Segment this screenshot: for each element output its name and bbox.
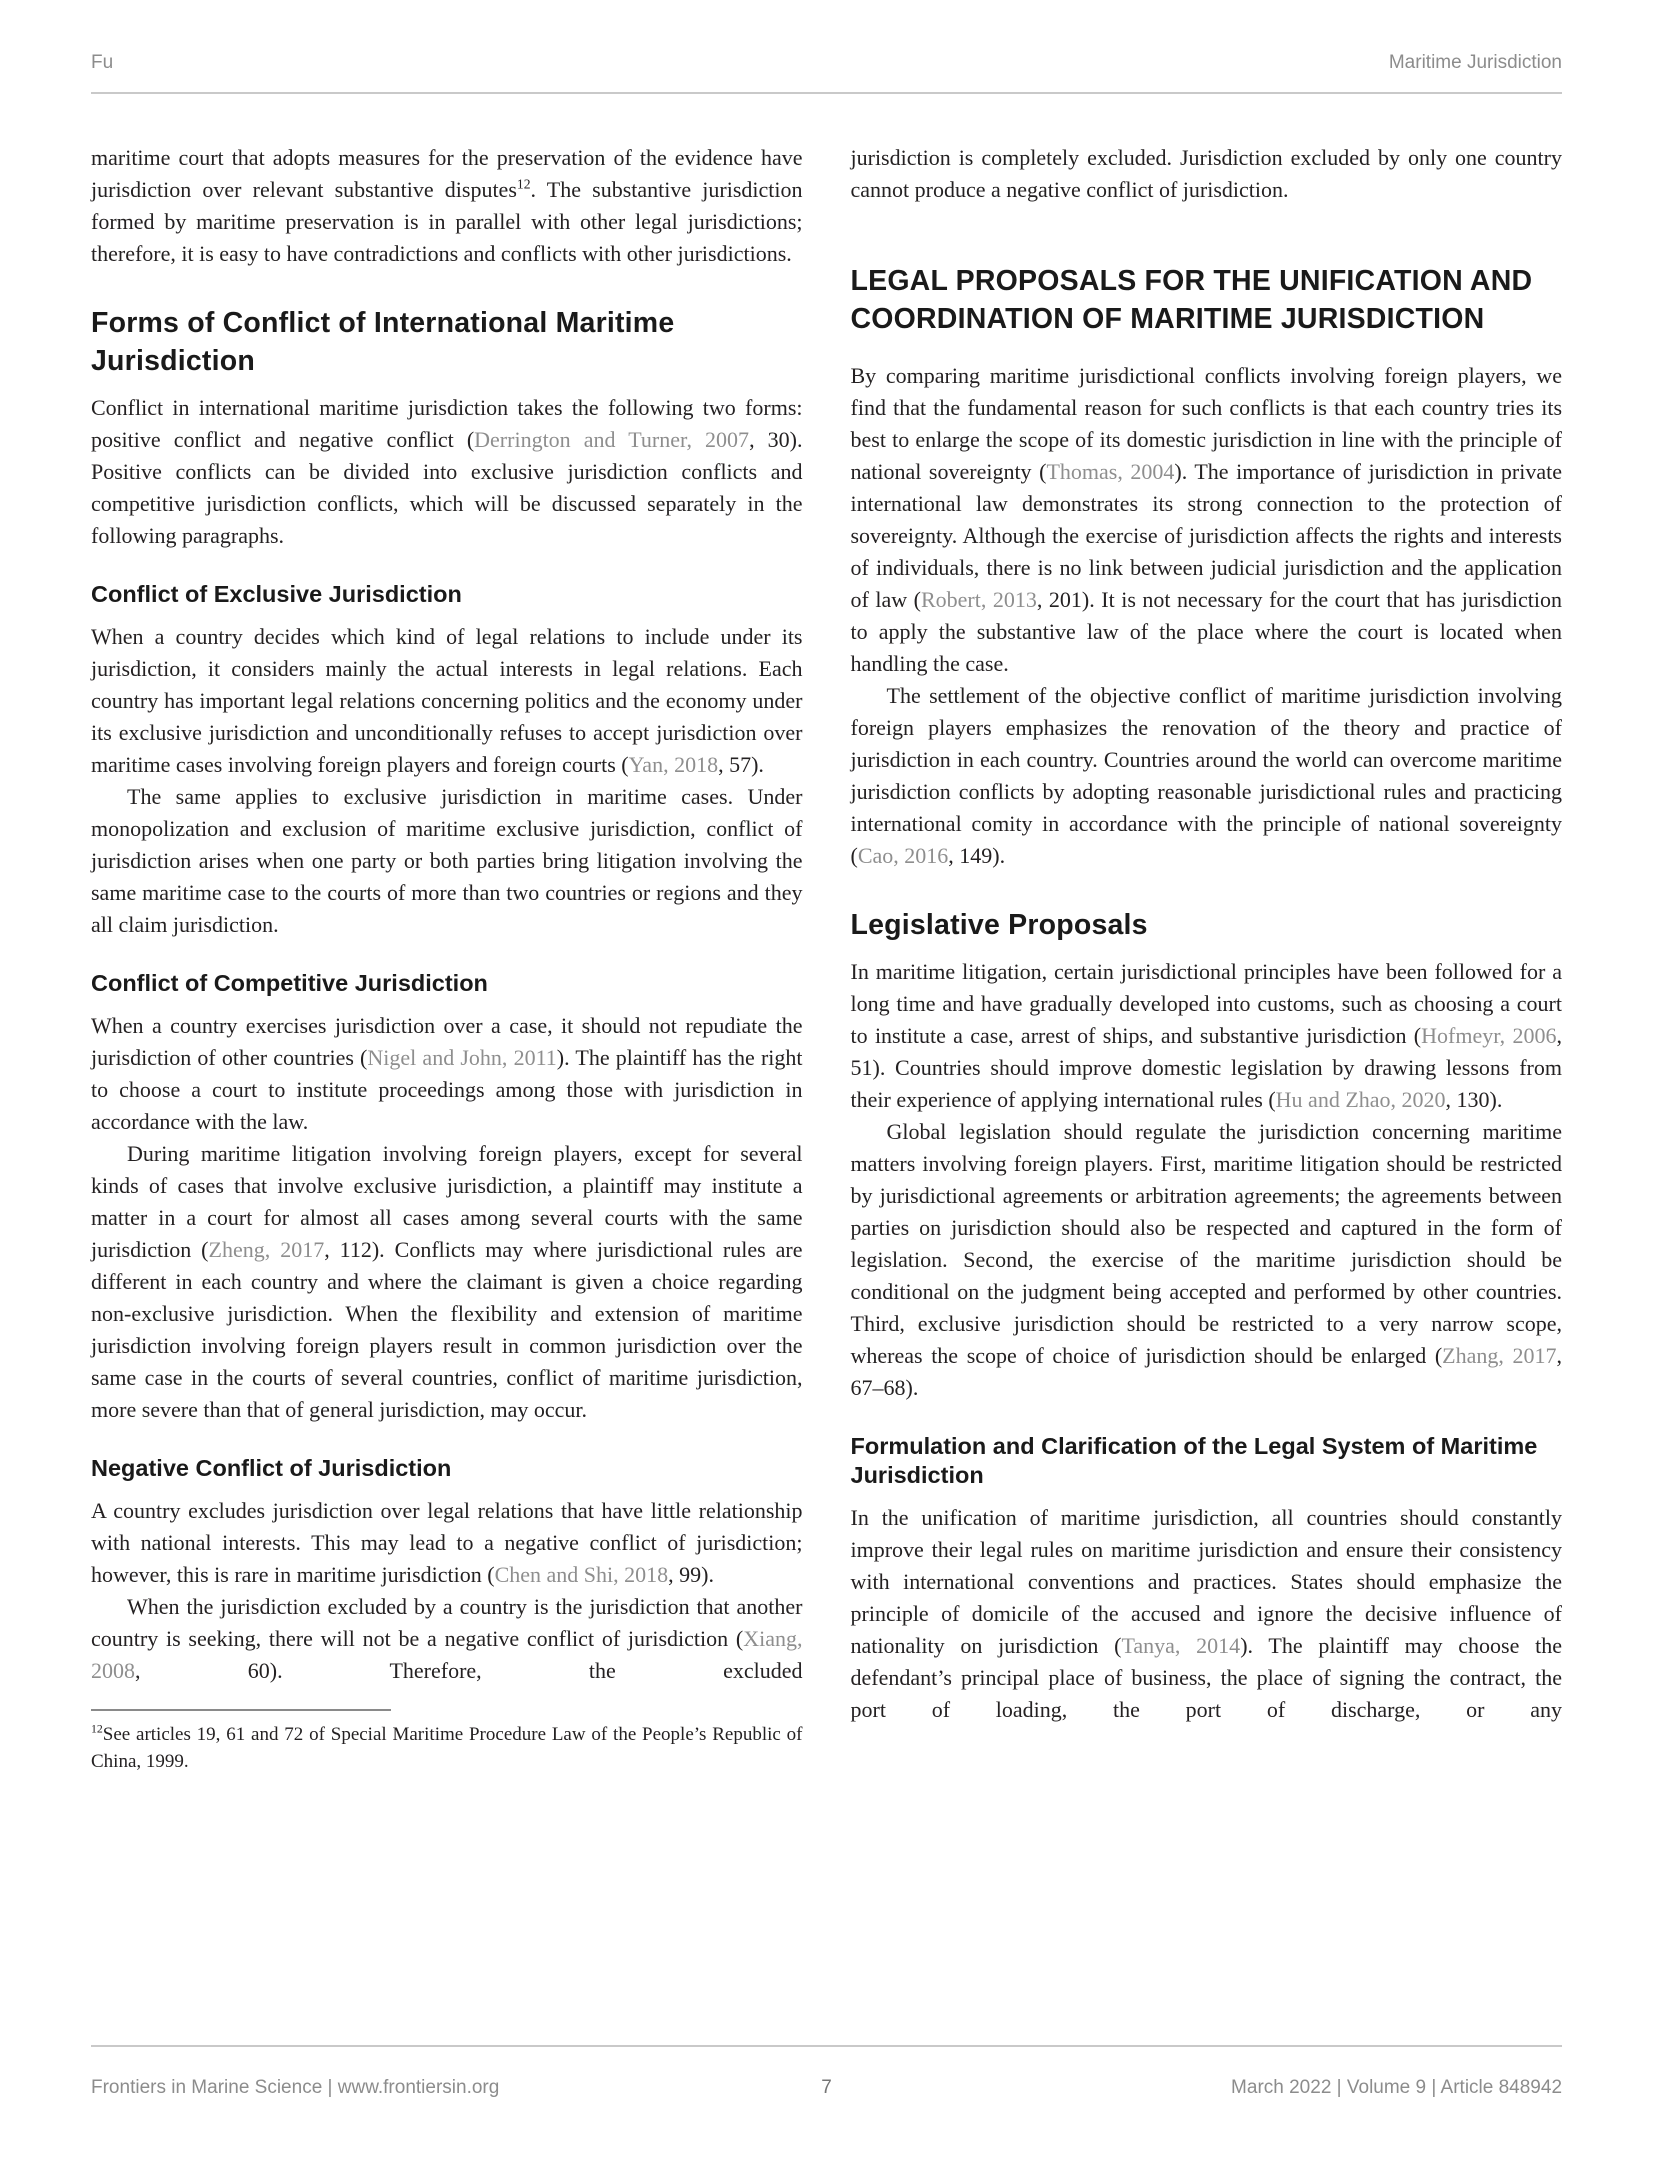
subsubsection-heading bbox=[91, 969, 803, 998]
citation-link[interactable]: Robert, 2013 bbox=[920, 587, 1037, 612]
footnote bbox=[91, 1709, 803, 1775]
text-run: , 60). Therefore, the excluded bbox=[135, 1658, 803, 1683]
paragraph bbox=[91, 142, 803, 270]
text-run: Conflict of Exclusive Jurisdiction bbox=[91, 581, 462, 607]
paragraph bbox=[851, 360, 1563, 680]
text-run: , 51). Countries should improve domestic legislation by drawing lessons from their experience of applying international rules ( bbox=[850, 1023, 1562, 1112]
text-run: ). The plaintiff may choose the defendant’s principal place of business, the place of signing the contract, the port of loading, the port of discharge, or any bbox=[850, 1633, 1563, 1722]
left-column bbox=[91, 142, 803, 1775]
text-run: Negative Conflict of Jurisdiction bbox=[91, 1455, 452, 1481]
citation-link[interactable]: Thomas, 2004 bbox=[1046, 459, 1175, 484]
text-run: Conflict of Competitive Jurisdiction bbox=[91, 970, 488, 996]
footer-journal: Frontiers in Marine Science | www.frontiersin.org bbox=[91, 2077, 500, 2098]
text-run: ). The importance of jurisdiction in private international law demonstrates its strong connection to the protection of sovereignty. Although the exercise of jurisdiction affects the rights and interests of individuals, there is no link between judicial jurisdiction and the application of law ( bbox=[850, 459, 1562, 612]
footnote-text bbox=[91, 1721, 803, 1775]
right-column bbox=[851, 142, 1563, 1775]
paragraph bbox=[91, 621, 803, 781]
citation-link[interactable]: Tanya, 2014 bbox=[1121, 1633, 1241, 1658]
paragraph bbox=[91, 1495, 803, 1591]
subsection-heading bbox=[91, 304, 803, 380]
text-run: In the unification of maritime jurisdiction, all countries should constantly improve their legal rules on maritime jurisdiction and ensure their consistency with international conventions and practices. States should emphasize the principle of domicile of the accused and ignore the decisive influence of nationality on jurisdiction ( bbox=[850, 1505, 1562, 1658]
paragraph bbox=[91, 1010, 803, 1138]
footnote-rule bbox=[91, 1709, 391, 1711]
text-run: ). The plaintiff has the right to choose a court to institute proceedings among those with jurisdiction in accordance with the law. bbox=[91, 1045, 803, 1134]
text-run: , 149). bbox=[948, 843, 1006, 868]
text-run: , 130). bbox=[1445, 1087, 1503, 1112]
text-run: The same applies to exclusive jurisdiction in maritime cases. Under monopolization and exclusion of maritime exclusive jurisdiction, conflict of jurisdiction arises when one party or both parties bring litigation involving the same maritime case to the courts of more than two countries or regions and they all claim jurisdiction. bbox=[91, 784, 803, 937]
citation-link[interactable]: Chen and Shi, 2018 bbox=[494, 1562, 669, 1587]
text-run: During maritime litigation involving foreign players, except for several kinds of cases that involve exclusive jurisdiction, a plaintiff may institute a matter in a court for almost all cases among several courts with the same jurisdiction ( bbox=[91, 1141, 803, 1262]
paragraph bbox=[851, 680, 1563, 872]
paragraph bbox=[91, 1591, 803, 1687]
subsection-heading bbox=[851, 906, 1563, 944]
text-run: , 57). bbox=[718, 752, 764, 777]
footer-page-number: 7 bbox=[821, 2077, 832, 2098]
subsubsection-heading bbox=[91, 580, 803, 609]
text-run: Forms of Conflict of International Maritime Jurisdiction bbox=[91, 307, 675, 377]
text-run: jurisdiction is completely excluded. Jurisdiction excluded by only one country cannot produce a negative conflict of jurisdiction. bbox=[850, 145, 1562, 202]
citation-link[interactable]: Yan, 2018 bbox=[628, 752, 719, 777]
page-footer bbox=[91, 2045, 1562, 2099]
text-run: , 99). bbox=[668, 1562, 714, 1587]
running-header-title: Maritime Jurisdiction bbox=[1388, 52, 1562, 73]
text-run: , 201). It is not necessary for the court that has jurisdiction to apply the substantive law of the place where the court is located when handling the case. bbox=[850, 587, 1562, 676]
text-run: When a country exercises jurisdiction over a case, it should not repudiate the jurisdiction of other countries ( bbox=[91, 1013, 803, 1070]
text-run: Formulation and Clarification of the Legal System of Maritime Jurisdiction bbox=[850, 1433, 1538, 1488]
paragraph bbox=[91, 392, 803, 552]
paragraph bbox=[851, 1116, 1563, 1404]
text-run: By comparing maritime jurisdictional conflicts involving foreign players, we find that the fundamental reason for such conflicts is that each country tries its best to enlarge the scope of its domestic jurisdiction in line with the principle of national sovereignty ( bbox=[850, 363, 1562, 484]
subsubsection-heading bbox=[91, 1454, 803, 1483]
citation-link[interactable]: Nigel and John, 2011 bbox=[367, 1045, 557, 1070]
citation-link[interactable]: Xiang, 2008 bbox=[91, 1626, 803, 1683]
text-run: When the jurisdiction excluded by a country is the jurisdiction that another country is seeking, there will not be a negative conflict of jurisdiction ( bbox=[91, 1594, 803, 1651]
paragraph bbox=[91, 1138, 803, 1426]
citation-link[interactable]: Hu and Zhao, 2020 bbox=[1275, 1087, 1446, 1112]
text-run: , 30). Positive conflicts can be divided into exclusive jurisdiction conflicts and competitive jurisdiction conflicts, which will be discussed separately in the following paragraphs. bbox=[91, 427, 803, 548]
subsubsection-heading bbox=[851, 1432, 1563, 1490]
text-run: When a country decides which kind of legal relations to include under its jurisdiction, it considers mainly the actual interests in legal relations. Each country has important legal relations concerning politics and the economy under its exclusive jurisdiction and unconditionally refuses to accept jurisdiction over maritime cases involving foreign players and foreign courts ( bbox=[91, 624, 803, 777]
running-header-author: Fu bbox=[91, 52, 114, 73]
text-run: . The substantive jurisdiction formed by maritime preservation is in parallel with other legal jurisdictions; therefore, it is easy to have contradictions and conflicts with other jurisdictions. bbox=[91, 177, 803, 266]
superscript: 12 bbox=[91, 1722, 103, 1736]
text-run: Legislative Proposals bbox=[850, 909, 1148, 941]
citation-link[interactable]: Zheng, 2017 bbox=[208, 1237, 325, 1262]
citation-link[interactable]: Cao, 2016 bbox=[857, 843, 949, 868]
text-run: Global legislation should regulate the jurisdiction concerning maritime matters involving foreign players. First, maritime litigation should be restricted by jurisdictional agreements or arbitration agreements; the agreements between parties on jurisdiction should also be respected and captured in the form of legislation. Second, the exercise of the maritime jurisdiction should be conditional on the judgment being accepted and performed by other countries. Third, exclusive jurisdiction should be restricted to a very narrow scope, whereas the scope of choice of jurisdiction should be enlarged ( bbox=[850, 1119, 1562, 1368]
paragraph bbox=[851, 1502, 1563, 1726]
paragraph bbox=[851, 142, 1563, 206]
text-run: Conflict in international maritime jurisdiction takes the following two forms: positive conflict and negative conflict ( bbox=[91, 395, 803, 452]
citation-link[interactable]: Zhang, 2017 bbox=[1442, 1343, 1557, 1368]
text-run: , 67–68). bbox=[850, 1343, 1562, 1400]
citation-link[interactable]: Derrington and Turner, 2007 bbox=[474, 427, 750, 452]
citation-link[interactable]: Hofmeyr, 2006 bbox=[1421, 1023, 1557, 1048]
text-run: The settlement of the objective conflict of maritime jurisdiction involving foreign players emphasizes the renovation of the theory and practice of jurisdiction in each country. Countries around the world can overcome maritime jurisdiction conflicts by adopting reasonable jurisdictional rules and practicing international comity in accordance with the principle of national sovereignty ( bbox=[850, 683, 1562, 868]
two-column-body bbox=[0, 142, 1653, 1775]
running-header bbox=[0, 0, 1653, 74]
text-run: In maritime litigation, certain jurisdictional principles have been followed for a long time and have gradually developed into customs, such as choosing a court to institute a case, arrest of ships, and substantive jurisdiction ( bbox=[850, 959, 1562, 1048]
text-run: See articles 19, 61 and 72 of Special Maritime Procedure Law of the People’s Republic of China, 1999. bbox=[91, 1724, 803, 1772]
text-run: , 112). Conflicts may where jurisdictional rules are different in each country and where the claimant is given a choice regarding non-exclusive jurisdiction. When the flexibility and extension of maritime jurisdiction involving foreign players result in common jurisdiction over the same case in the courts of several countries, conflict of maritime jurisdiction, more severe than that of general jurisdiction, may occur. bbox=[91, 1237, 803, 1422]
text-run: maritime court that adopts measures for the preservation of the evidence have jurisdiction over relevant substantive disputes bbox=[91, 145, 803, 202]
footer-issue-info: March 2022 | Volume 9 | Article 848942 bbox=[1231, 2077, 1563, 2098]
header-rule bbox=[91, 92, 1562, 94]
paragraph bbox=[91, 781, 803, 941]
paragraph bbox=[851, 956, 1563, 1116]
section-heading bbox=[851, 262, 1563, 338]
superscript: 12 bbox=[516, 176, 531, 192]
text-run: A country excludes jurisdiction over legal relations that have little relationship with national interests. This may lead to a negative conflict of jurisdiction; however, this is rare in maritime jurisdiction ( bbox=[91, 1498, 803, 1587]
text-run: LEGAL PROPOSALS FOR THE UNIFICATION AND COORDINATION OF MARITIME JURISDICTION bbox=[850, 265, 1533, 335]
